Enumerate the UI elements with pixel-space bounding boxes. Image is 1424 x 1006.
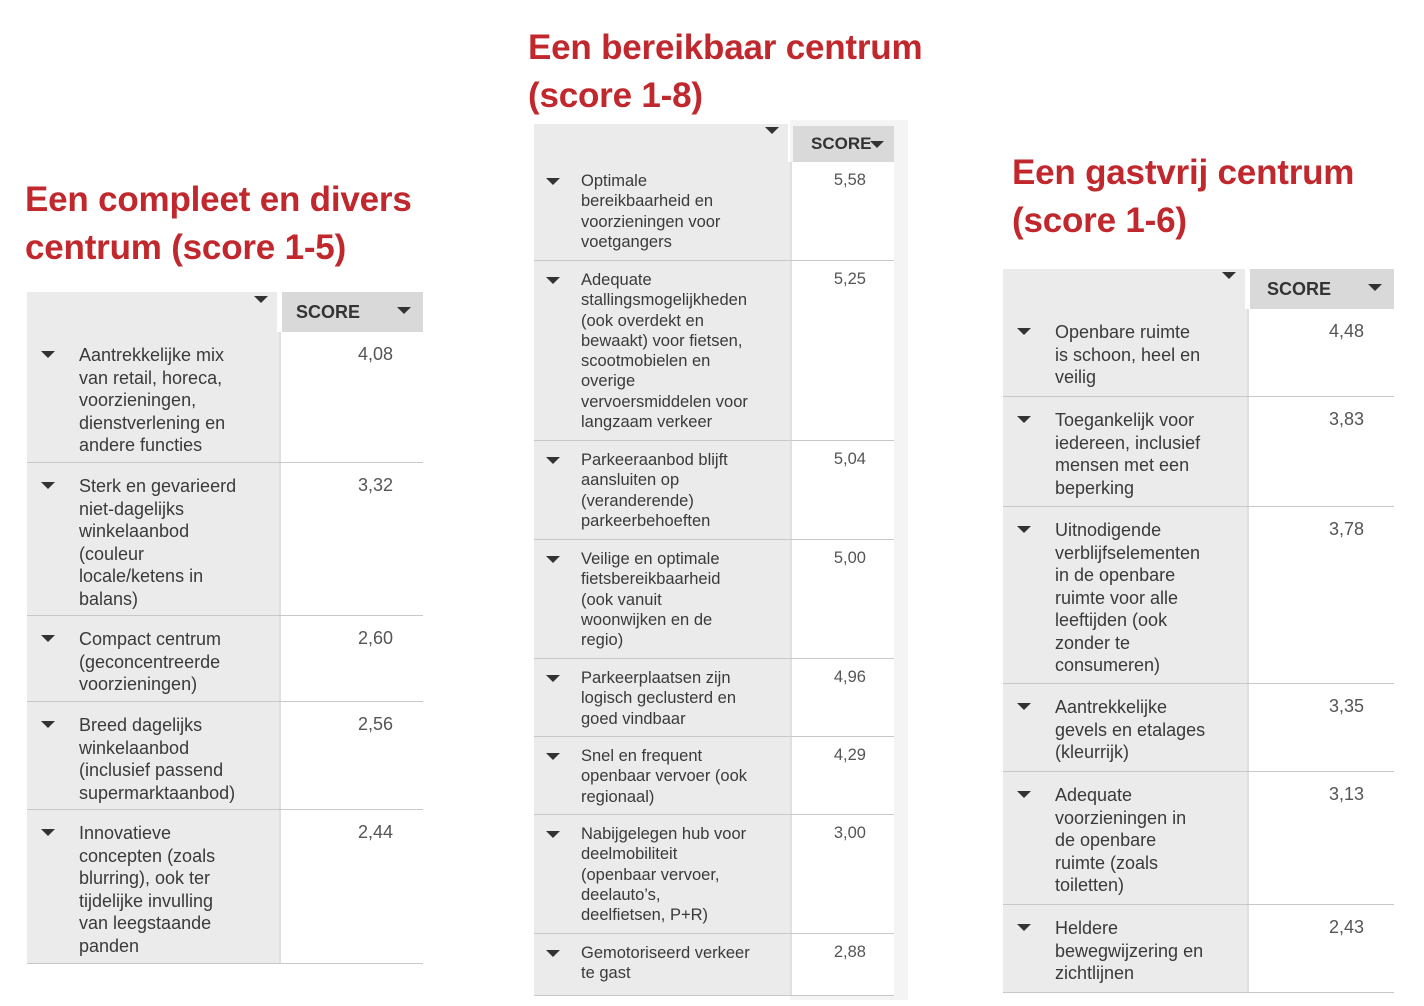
table-row[interactable] xyxy=(534,162,894,261)
score-value: 5,25 xyxy=(833,270,866,288)
row-label-line: (openbaar vervoer, xyxy=(581,865,720,884)
row-label-line: Aantrekkelijke xyxy=(1055,697,1168,717)
row-label-line: woonwijken en de xyxy=(581,610,713,629)
title-line: (score 1-8) xyxy=(528,76,703,115)
score-value: 4,96 xyxy=(833,668,866,686)
row-label-line: gevels en etalages xyxy=(1055,719,1206,740)
score-value: 3,32 xyxy=(357,475,393,495)
row-label-line: Breed dagelijks xyxy=(79,715,203,735)
row-label-line: Adequate xyxy=(1055,785,1133,805)
row-label-line: (inclusief passend xyxy=(79,760,224,780)
row-label-line: aansluiten op xyxy=(581,471,680,490)
expand-row-icon[interactable] xyxy=(41,721,55,728)
row-label-line: bewaakt) voor fietsen, xyxy=(581,331,743,350)
row-label-line: balans) xyxy=(79,588,139,609)
row-label-line: deelmobiliteit xyxy=(581,845,678,864)
table-row[interactable] xyxy=(534,441,894,540)
expand-row-icon[interactable] xyxy=(546,277,560,284)
title-line: Een compleet en divers xyxy=(25,180,412,219)
table-row[interactable] xyxy=(27,702,423,810)
table-row[interactable] xyxy=(534,815,894,934)
score-value: 5,04 xyxy=(833,450,866,468)
row-label-line: vervoersmiddelen voor xyxy=(581,392,748,411)
section-title-compleet xyxy=(25,176,412,272)
score-header-label: SCORE xyxy=(1267,278,1332,299)
row-label-line: Toegankelijk voor xyxy=(1055,410,1195,430)
row-label-line: voetgangers xyxy=(581,232,672,251)
expand-row-icon[interactable] xyxy=(546,950,560,957)
row-label-line: deelauto’s, xyxy=(581,885,661,904)
row-label-line: langzaam verkeer xyxy=(581,413,713,432)
row-label-line: regionaal) xyxy=(581,787,655,806)
expand-row-icon[interactable] xyxy=(546,753,560,760)
row-label-line: voorzieningen, xyxy=(79,390,197,410)
sort-caret-icon[interactable] xyxy=(397,307,411,314)
table-row[interactable] xyxy=(1003,905,1394,993)
score-value: 5,00 xyxy=(833,549,866,567)
expand-row-icon[interactable] xyxy=(1017,703,1031,710)
row-label-line: (geconcentreerde xyxy=(79,651,221,672)
score-value: 2,88 xyxy=(833,943,866,961)
row-label-line: winkelaanbod xyxy=(79,521,190,541)
row-label-line: ruimte (zoals xyxy=(1055,852,1159,873)
row-label-line: te gast xyxy=(581,964,631,983)
score-value: 4,48 xyxy=(1328,321,1364,341)
row-label-line: Uitnodigende xyxy=(1055,520,1162,540)
row-label-line: Aantrekkelijke mix xyxy=(79,345,225,365)
row-label-line: Optimale xyxy=(581,172,648,190)
row-label-line: scootmobielen en xyxy=(581,352,711,371)
expand-row-icon[interactable] xyxy=(1017,526,1031,533)
expand-row-icon[interactable] xyxy=(546,556,560,563)
row-label-line: dienstverlening en xyxy=(79,412,226,433)
sort-caret-icon[interactable] xyxy=(1222,272,1236,279)
score-value: 5,58 xyxy=(833,171,866,189)
row-label-line: beperking xyxy=(1055,477,1135,498)
label-column-header[interactable] xyxy=(27,292,277,332)
row-label-line: zonder te xyxy=(1055,632,1131,653)
row-label-line: voorzieningen in xyxy=(1055,807,1187,828)
sort-caret-icon[interactable] xyxy=(870,141,884,148)
row-label-line: Gemotoriseerd verkeer xyxy=(581,944,750,962)
table-row[interactable] xyxy=(27,463,423,616)
sort-caret-icon[interactable] xyxy=(765,127,779,134)
title-line: Een bereikbaar centrum xyxy=(528,28,923,67)
row-label-line: in de openbare xyxy=(1055,565,1176,585)
row-label-line: Compact centrum xyxy=(79,629,222,649)
expand-row-icon[interactable] xyxy=(546,675,560,682)
row-label-line: leeftijden (ook xyxy=(1055,610,1168,630)
row-label-line: toiletten) xyxy=(1055,875,1125,895)
expand-row-icon[interactable] xyxy=(1017,924,1031,931)
row-label-line: openbaar vervoer (ook xyxy=(581,767,748,786)
row-label-line: consumeren) xyxy=(1055,655,1161,675)
score-value: 3,35 xyxy=(1328,696,1364,716)
section-title-bereikbaar xyxy=(528,24,922,120)
table-row[interactable] xyxy=(1003,684,1394,772)
row-label-line: (couleur xyxy=(79,543,145,564)
row-label-line: Adequate xyxy=(581,271,652,289)
table-row[interactable] xyxy=(534,737,894,815)
row-label-line: Parkeerplaatsen zijn xyxy=(581,669,731,687)
table-row[interactable] xyxy=(534,540,894,659)
row-label-line: Nabijgelegen hub voor xyxy=(581,825,747,843)
table-row[interactable] xyxy=(534,659,894,737)
expand-row-icon[interactable] xyxy=(1017,328,1031,335)
row-label-line: de openbare xyxy=(1055,830,1157,850)
score-value: 3,13 xyxy=(1328,784,1364,804)
row-label-line: bereikbaarheid en xyxy=(581,192,714,211)
row-label-line: locale/ketens in xyxy=(79,566,204,586)
score-value: 3,00 xyxy=(833,824,866,842)
row-label-line: tijdelijke invulling xyxy=(79,890,214,911)
row-label-line: ruimte voor alle xyxy=(1055,587,1179,608)
score-value: 2,56 xyxy=(357,714,393,734)
row-label-line: stallingsmogelijkheden xyxy=(581,291,748,310)
row-label-line: iedereen, inclusief xyxy=(1055,432,1201,453)
row-label-line: Innovatieve xyxy=(79,823,172,843)
row-label-line: (ook overdekt en xyxy=(581,311,704,330)
table-row[interactable] xyxy=(27,810,423,964)
title-line: centrum (score 1-5) xyxy=(25,228,347,267)
row-label-line: Openbare ruimte xyxy=(1055,322,1191,342)
table-row[interactable] xyxy=(27,616,423,702)
row-label-line: is schoon, heel en xyxy=(1055,344,1201,365)
expand-row-icon[interactable] xyxy=(546,831,560,838)
score-value: 3,78 xyxy=(1328,519,1364,539)
expand-row-icon[interactable] xyxy=(546,178,560,185)
score-header-label: SCORE xyxy=(296,301,361,322)
label-column-header[interactable] xyxy=(534,124,788,162)
expand-row-icon[interactable] xyxy=(41,635,55,642)
section-title-gastvrij xyxy=(1012,149,1354,245)
score-table-compleet xyxy=(27,292,423,964)
table-row[interactable] xyxy=(1003,309,1394,397)
row-label-line: winkelaanbod xyxy=(79,737,190,758)
row-label-line: van leegstaande xyxy=(79,913,212,933)
row-label-line: Sterk en gevarieerd xyxy=(79,476,237,496)
row-label-line: goed vindbaar xyxy=(581,709,686,728)
row-label-line: veilig xyxy=(1055,367,1097,387)
row-label-line: supermarktaanbod) xyxy=(79,782,236,803)
table-row[interactable] xyxy=(1003,397,1394,507)
sort-caret-icon[interactable] xyxy=(254,296,268,303)
score-value: 4,29 xyxy=(833,746,866,764)
row-label-line: bewegwijzering en xyxy=(1055,940,1204,961)
row-label-line: deelfietsen, P+R) xyxy=(581,906,709,925)
row-label-line: fietsbereikbaarheid xyxy=(581,570,721,589)
row-label-line: blurring), ook ter xyxy=(79,868,211,888)
table-row[interactable] xyxy=(27,332,423,463)
score-column-header[interactable] xyxy=(282,292,423,332)
row-label-line: Heldere xyxy=(1055,918,1119,938)
row-label-line: (kleurrijk) xyxy=(1055,742,1129,762)
row-label-line: voorzieningen voor xyxy=(581,212,721,231)
score-value: 3,83 xyxy=(1328,409,1364,429)
score-column-header[interactable] xyxy=(1250,269,1394,309)
title-line: Een gastvrij centrum xyxy=(1012,153,1355,192)
score-header-label: SCORE xyxy=(811,134,872,153)
sort-caret-icon[interactable] xyxy=(1368,284,1382,291)
row-label-line: mensen met een xyxy=(1055,455,1190,475)
expand-row-icon[interactable] xyxy=(41,351,55,358)
expand-row-icon[interactable] xyxy=(41,829,55,836)
score-value: 2,60 xyxy=(357,628,393,648)
expand-row-icon[interactable] xyxy=(546,457,560,464)
row-label-line: overige xyxy=(581,372,636,391)
label-column-header[interactable] xyxy=(1003,269,1245,309)
row-label-line: van retail, horeca, xyxy=(79,367,223,388)
table-row[interactable] xyxy=(534,934,894,996)
row-label-line: niet-dagelijks xyxy=(79,498,185,519)
title-line: (score 1-6) xyxy=(1012,201,1187,240)
row-label-line: andere functies xyxy=(79,435,203,455)
row-label-line: voorzieningen) xyxy=(79,674,198,694)
row-label-line: regio) xyxy=(581,631,624,650)
table-row[interactable] xyxy=(1003,772,1394,905)
row-label-line: zichtlijnen xyxy=(1055,963,1135,983)
table-row[interactable] xyxy=(1003,507,1394,684)
row-label-line: parkeerbehoeften xyxy=(581,511,711,530)
score-value: 2,43 xyxy=(1328,917,1364,937)
table-row[interactable] xyxy=(534,261,894,441)
expand-row-icon[interactable] xyxy=(1017,416,1031,423)
score-value: 2,44 xyxy=(357,822,393,842)
row-label-line: concepten (zoals xyxy=(79,845,216,866)
row-label-line: panden xyxy=(79,935,140,956)
row-label-line: Parkeeraanbod blijft xyxy=(581,451,728,469)
row-label-line: Snel en frequent xyxy=(581,747,703,765)
row-label-line: (veranderende) xyxy=(581,491,694,510)
row-label-line: Veilige en optimale xyxy=(581,550,720,568)
row-label-line: (ook vanuit xyxy=(581,590,662,609)
row-label-line: logisch geclusterd en xyxy=(581,689,737,708)
row-label-line: verblijfselementen xyxy=(1055,542,1201,563)
expand-row-icon[interactable] xyxy=(1017,791,1031,798)
score-table-bereikbaar xyxy=(534,124,894,996)
score-table-gastvrij xyxy=(1003,269,1394,993)
score-value: 4,08 xyxy=(357,344,393,364)
score-column-header[interactable] xyxy=(793,126,894,162)
expand-row-icon[interactable] xyxy=(41,482,55,489)
